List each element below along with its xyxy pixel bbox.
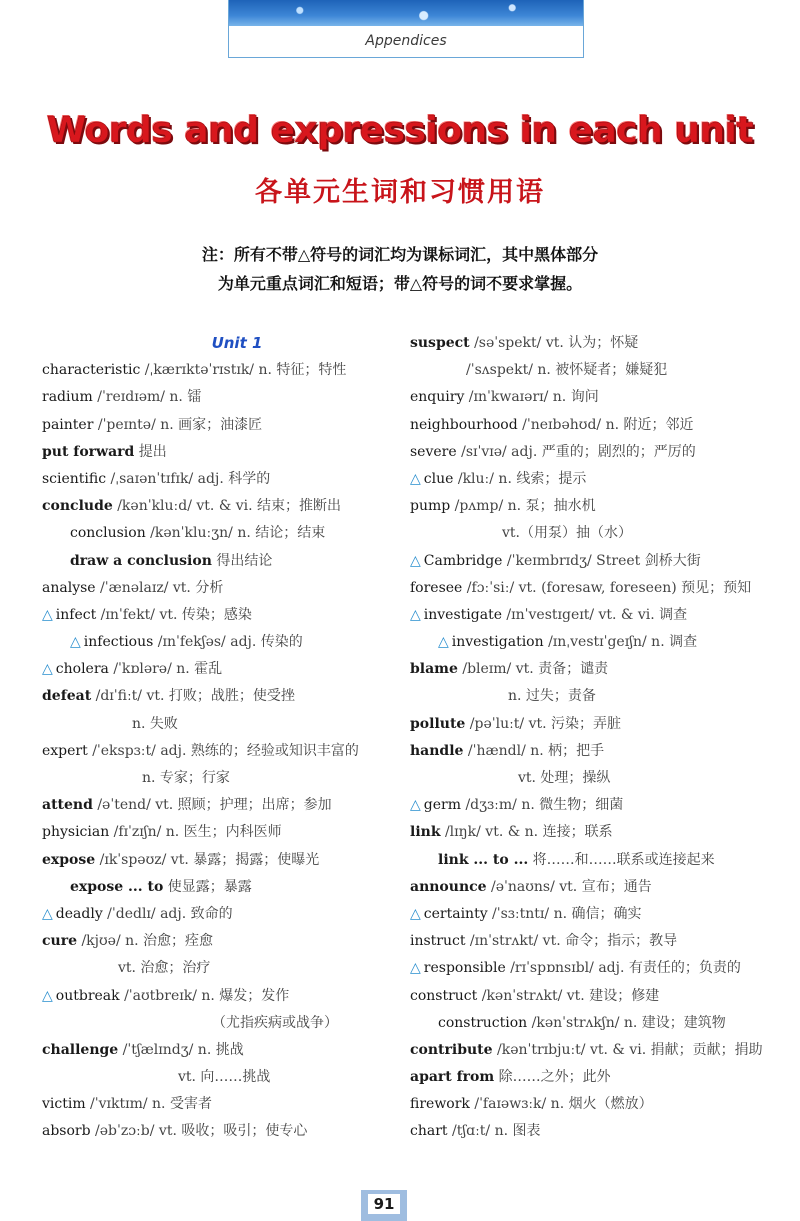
vocabulary-entry <box>410 983 780 1010</box>
not-required-triangle-icon: △ <box>438 634 449 651</box>
vocabulary-entry <box>42 738 392 765</box>
vocabulary-column-left <box>42 330 392 1146</box>
vocabulary-entry <box>410 466 780 493</box>
vocabulary-entry <box>410 765 780 792</box>
vocabulary-entry <box>42 629 392 656</box>
vocabulary-entry <box>410 1118 780 1145</box>
entry-word: chart <box>410 1123 448 1140</box>
entry-definition: /ˈsʌspekt/ n. 被怀疑者；嫌疑犯 <box>466 362 668 379</box>
entry-definition: /ɪkˈspəʊz/ vt. 暴露；揭露；使曝光 <box>95 851 320 868</box>
vocabulary-entry <box>42 493 392 520</box>
entry-definition: /pʌmp/ n. 泵；抽水机 <box>450 498 596 515</box>
appendices-header <box>228 0 584 58</box>
vocabulary-entry <box>410 847 780 874</box>
entry-word: painter <box>42 416 94 433</box>
entry-word: link ... to ... <box>438 851 529 868</box>
entry-definition: vt. 处理；操纵 <box>518 770 611 786</box>
entry-definition: /bleɪm/ vt. 责备；谴责 <box>457 661 609 678</box>
entry-definition: /ˈreɪdɪəm/ n. 镭 <box>92 389 202 406</box>
entry-word: defeat <box>42 688 92 705</box>
usage-note-line-2: 为单元重点词汇和短语；带△符号的词不要求掌握。 <box>217 274 583 293</box>
header-decoration <box>229 0 583 26</box>
vocabulary-entry <box>42 384 392 411</box>
not-required-triangle-icon: △ <box>410 552 421 569</box>
vocabulary-entry <box>42 466 392 493</box>
entry-word: infect <box>55 606 97 623</box>
entry-definition: /kluː/ n. 线索；提示 <box>453 470 587 487</box>
entry-word: outbreak <box>55 987 120 1004</box>
vocabulary-entry <box>42 928 392 955</box>
entry-definition: /ˈfaɪəwɜːk/ n. 烟火（燃放） <box>469 1096 653 1113</box>
vocabulary-entry <box>42 711 392 738</box>
vocabulary-entry <box>42 874 392 901</box>
vocabulary-entry <box>410 1010 780 1037</box>
entry-definition: /ɪnˈkwaɪərɪ/ n. 询问 <box>464 389 599 406</box>
entry-definition: /rɪˈspɒnsɪbl/ adj. 有责任的；负责的 <box>505 960 741 977</box>
vocabulary-entry <box>42 602 392 629</box>
entry-definition: /ˈkɒlərə/ n. 霍乱 <box>108 661 223 678</box>
entry-word: conclude <box>42 498 113 515</box>
entry-word: contribute <box>410 1041 493 1058</box>
entry-definition: /pəˈluːt/ vt. 污染；弄脏 <box>465 715 622 732</box>
entry-word: analyse <box>42 579 96 596</box>
entry-definition: /kənˈtrɪbjuːt/ vt. & vi. 捐献；贡献；捐助 <box>492 1041 763 1058</box>
page-number-box <box>361 1190 407 1221</box>
entry-word: severe <box>410 443 457 460</box>
vocabulary-entry <box>410 1064 780 1091</box>
entry-definition: n. 专家；行家 <box>142 770 230 786</box>
vocabulary-entry <box>42 548 392 575</box>
vocabulary-entry <box>410 493 780 520</box>
entry-definition: /ˈhændl/ n. 柄；把手 <box>463 742 605 759</box>
vocabulary-entry <box>410 955 780 982</box>
entry-word: pump <box>410 498 451 515</box>
vocabulary-entry <box>42 575 392 602</box>
entry-word: physician <box>42 824 110 841</box>
not-required-triangle-icon: △ <box>42 661 53 678</box>
entry-definition: /ˌkærɪktəˈrɪstɪk/ n. 特征；特性 <box>140 362 347 379</box>
entry-word: Cambridge <box>423 552 503 569</box>
entry-word: cholera <box>55 661 109 678</box>
entry-word: blame <box>410 661 458 678</box>
entry-word: link <box>410 824 441 841</box>
entry-definition: /tʃɑːt/ n. 图表 <box>447 1123 541 1140</box>
not-required-triangle-icon: △ <box>410 905 421 922</box>
entry-definition: 将……和……联系或连接起来 <box>528 851 715 868</box>
vocabulary-entry <box>42 357 392 384</box>
entry-definition: vt. 向……挑战 <box>178 1069 271 1086</box>
entry-definition: 除……之外；此外 <box>494 1069 611 1086</box>
not-required-triangle-icon: △ <box>42 606 53 623</box>
entry-definition: vt. 治愈；治疗 <box>118 960 211 977</box>
entry-definition: /əˈtend/ vt. 照顾；护理；出席；参加 <box>92 797 332 814</box>
entry-word: apart from <box>410 1069 495 1086</box>
vocabulary-entry <box>410 683 780 710</box>
entry-definition: /lɪŋk/ vt. & n. 连接；联系 <box>440 824 613 841</box>
entry-definition: 使显露；暴露 <box>163 878 252 895</box>
vocabulary-entry <box>410 656 780 683</box>
vocabulary-entry <box>410 1091 780 1118</box>
vocabulary-entry <box>410 548 780 575</box>
entry-word: investigation <box>451 634 544 651</box>
entry-word: absorb <box>42 1123 91 1140</box>
vocabulary-entry <box>42 683 392 710</box>
section-label: Appendices <box>365 33 447 49</box>
entry-word: handle <box>410 742 464 759</box>
entry-word: construct <box>410 987 478 1004</box>
entry-definition: /əˈnaʊns/ vt. 宣布；通告 <box>486 878 652 895</box>
vocabulary-entry <box>42 412 392 439</box>
entry-word: certainty <box>423 905 488 922</box>
entry-word: put forward <box>42 443 135 460</box>
entry-definition: /sɪˈvɪə/ adj. 严重的；剧烈的；严厉的 <box>456 443 696 460</box>
not-required-triangle-icon: △ <box>410 960 421 977</box>
vocabulary-entry <box>42 439 392 466</box>
vocabulary-column-right <box>410 330 780 1146</box>
entry-word: infectious <box>83 634 154 651</box>
vocabulary-entry <box>42 765 392 792</box>
entry-word: deadly <box>55 905 103 922</box>
vocabulary-entry <box>410 928 780 955</box>
entry-word: firework <box>410 1096 470 1113</box>
entry-definition: /ˈtʃælɪndʒ/ n. 挑战 <box>118 1041 244 1058</box>
entry-definition: /ˈvɪktɪm/ n. 受害者 <box>85 1096 212 1113</box>
entry-word: conclusion <box>70 525 146 542</box>
page-title-chinese: 各单元生词和习惯用语 <box>255 177 545 208</box>
vocabulary-entry <box>410 330 780 357</box>
entry-definition: /ˈsɜːtntɪ/ n. 确信；确实 <box>487 905 642 922</box>
entry-definition: /ɪnˈfekt/ vt. 传染；感染 <box>96 606 252 623</box>
vocabulary-entry <box>410 738 780 765</box>
entry-word: neighbourhood <box>410 416 518 433</box>
entry-definition: /ˈpeɪntə/ n. 画家；油漆匠 <box>93 416 263 433</box>
vocabulary-entry <box>42 792 392 819</box>
not-required-triangle-icon: △ <box>42 987 53 1004</box>
entry-word: clue <box>423 470 454 487</box>
page-title-english: Words and expressions in each unit <box>46 110 754 151</box>
entry-definition: /kənˈstrʌkʃn/ n. 建设；建筑物 <box>527 1014 726 1031</box>
vocabulary-entry <box>410 412 780 439</box>
vocabulary-entry <box>42 1064 392 1091</box>
entry-definition: /ˈneɪbəhʊd/ n. 附近；邻近 <box>517 416 694 433</box>
entry-definition: /fɔːˈsiː/ vt. (foresaw, foreseen) 预见；预知 <box>462 579 752 596</box>
unit-heading: Unit 1 <box>211 334 263 352</box>
entry-word: radium <box>42 389 93 406</box>
entry-definition: n. 失败 <box>132 715 178 732</box>
entry-definition: n. 过失；责备 <box>508 688 596 705</box>
entry-word: scientific <box>42 470 107 487</box>
vocabulary-entry <box>42 656 392 683</box>
page-number: 91 <box>368 1194 401 1214</box>
entry-word: germ <box>423 797 461 814</box>
vocabulary-entry <box>42 955 392 982</box>
vocabulary-entry <box>42 1091 392 1118</box>
usage-note <box>0 240 800 298</box>
entry-definition: /ˈænəlaɪz/ vt. 分析 <box>95 579 224 596</box>
vocabulary-entry <box>410 819 780 846</box>
entry-definition: /ɪnˈfekʃəs/ adj. 传染的 <box>153 634 303 651</box>
vocabulary-entry <box>410 439 780 466</box>
vocabulary-entry <box>42 1010 392 1037</box>
vocabulary-entry <box>42 983 392 1010</box>
entry-definition: /kənˈkluːd/ vt. & vi. 结束；推断出 <box>112 498 342 515</box>
entry-word: investigate <box>423 606 502 623</box>
entry-definition: vt.（用泵）抽（水） <box>502 525 632 542</box>
entry-word: cure <box>42 933 77 950</box>
entry-definition: /fɪˈzɪʃn/ n. 医生；内科医师 <box>109 824 282 841</box>
entry-word: announce <box>410 878 487 895</box>
vocabulary-entry <box>42 520 392 547</box>
vocabulary-entry <box>410 384 780 411</box>
entry-definition: /ɪnˈstrʌkt/ vt. 命令；指示；教导 <box>465 933 678 950</box>
entry-word: suspect <box>410 335 470 351</box>
entry-word: instruct <box>410 933 466 950</box>
entry-definition: /ˈaʊtbreɪk/ n. 爆发；发作 <box>119 987 290 1004</box>
entry-word: expose <box>42 851 96 868</box>
entry-definition: 提出 <box>134 443 167 460</box>
entry-definition: /səˈspekt/ vt. 认为；怀疑 <box>469 335 639 351</box>
entry-word: victim <box>42 1096 86 1113</box>
entry-definition: /ˌsaɪənˈtɪfɪk/ adj. 科学的 <box>106 470 271 487</box>
not-required-triangle-icon: △ <box>410 797 421 814</box>
vocabulary-entry <box>410 792 780 819</box>
entry-definition: /kənˈstrʌkt/ vt. 建设；修建 <box>477 987 660 1004</box>
entry-word: foresee <box>410 579 463 596</box>
vocabulary-entry <box>410 901 780 928</box>
vocabulary-entry <box>410 602 780 629</box>
not-required-triangle-icon: △ <box>410 606 421 623</box>
entry-definition: /kənˈkluːʒn/ n. 结论；结束 <box>145 525 326 542</box>
vocabulary-entry <box>42 847 392 874</box>
vocabulary-entry <box>42 901 392 928</box>
entry-definition: 得出结论 <box>211 552 273 569</box>
entry-definition: /dʒɜːm/ n. 微生物；细菌 <box>461 797 624 814</box>
entry-word: enquiry <box>410 389 465 406</box>
vocabulary-entry <box>410 575 780 602</box>
not-required-triangle-icon: △ <box>42 905 53 922</box>
vocabulary-entry <box>410 874 780 901</box>
usage-note-line-1: 注：所有不带△符号的词汇均为课标词汇，其中黑体部分 <box>201 245 599 264</box>
entry-definition: /kjʊə/ n. 治愈；痊愈 <box>77 933 214 950</box>
vocabulary-entry <box>410 1037 780 1064</box>
entry-definition: （尤指疾病或战争） <box>212 1014 338 1031</box>
entry-definition: /ˈekspɜːt/ adj. 熟练的；经验或知识丰富的 <box>87 742 359 759</box>
not-required-triangle-icon: △ <box>410 470 421 487</box>
entry-word: expert <box>42 742 88 759</box>
entry-word: attend <box>42 797 93 814</box>
entry-word: challenge <box>42 1041 119 1058</box>
entry-definition: /ˈdedlɪ/ adj. 致命的 <box>102 905 233 922</box>
vocabulary-entry <box>410 629 780 656</box>
entry-word: draw a conclusion <box>70 552 212 569</box>
vocabulary-entry <box>410 357 780 384</box>
vocabulary-entry <box>42 819 392 846</box>
entry-word: characteristic <box>42 362 141 379</box>
entry-definition: /ɪnˌvestɪˈgeɪʃn/ n. 调查 <box>543 634 698 651</box>
entry-definition: /ɪnˈvestɪgeɪt/ vt. & vi. 调查 <box>501 606 688 623</box>
entry-definition: /əbˈzɔːb/ vt. 吸收；吸引；使专心 <box>90 1123 308 1140</box>
entry-word: expose ... to <box>70 878 164 895</box>
vocabulary-entry <box>410 711 780 738</box>
vocabulary-entry <box>42 1118 392 1145</box>
entry-definition: /ˈkeɪmbrɪdʒ/ Street 剑桥大街 <box>502 552 701 569</box>
vocabulary-entry <box>42 1037 392 1064</box>
entry-word: responsible <box>423 960 506 977</box>
entry-word: construction <box>438 1014 528 1031</box>
not-required-triangle-icon: △ <box>70 634 81 651</box>
entry-definition: /dɪˈfiːt/ vt. 打败；战胜；使受挫 <box>91 688 295 705</box>
entry-word: pollute <box>410 715 466 732</box>
vocabulary-entry <box>410 520 780 547</box>
